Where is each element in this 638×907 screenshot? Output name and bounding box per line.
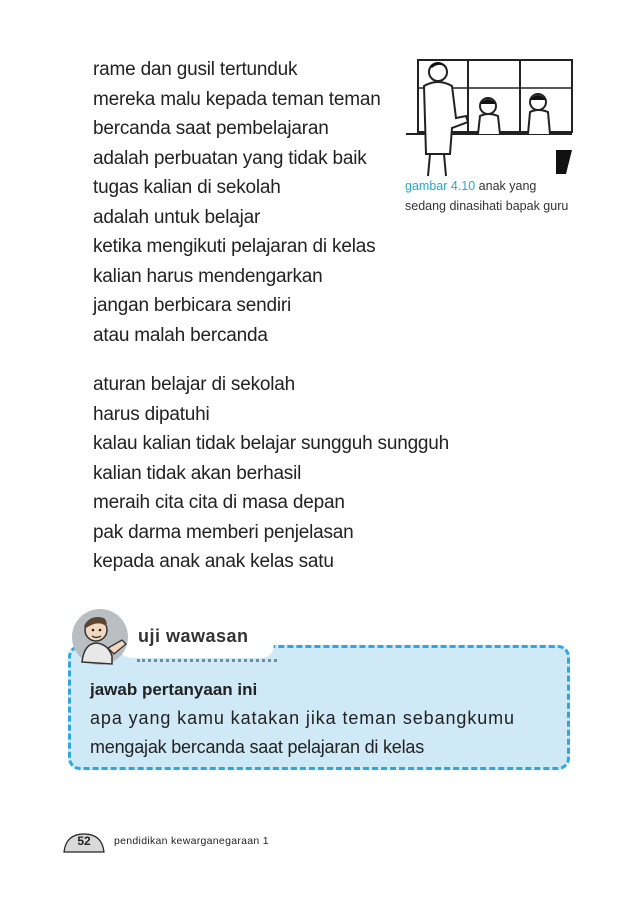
poem-line: atau malah bercanda: [93, 324, 268, 346]
poem-line: kepada anak anak kelas satu: [93, 551, 334, 572]
poem-line: kalian harus mendengarkan: [93, 265, 323, 287]
heading-dotted-underline: [137, 656, 277, 662]
poem-line: jangan berbicara sendiri: [93, 295, 291, 316]
poem-line: pak darma memberi penjelasan: [93, 521, 354, 543]
teacher-advising-student-illustration: [404, 58, 574, 178]
poem-line: mereka malu kepada teman teman: [93, 88, 381, 110]
poem-line: tugas kalian di sekolah: [93, 177, 281, 198]
figure-number: gambar 4.10: [405, 179, 476, 193]
poem-stanza-1: [93, 55, 381, 350]
page-number: 52: [77, 834, 91, 848]
poem-line: kalau kalian tidak belajar sungguh sungguh: [93, 433, 450, 454]
question-line-1: apa yang kamu katakan jika teman sebangkumu: [90, 708, 515, 728]
poem-line: harus dipatuhi: [93, 403, 210, 425]
uji-wawasan-heading: uji wawasan: [138, 626, 249, 646]
poem-line: bercanda saat pembelajaran: [93, 118, 329, 139]
boy-pointing-icon: [70, 606, 130, 668]
poem-line: adalah perbuatan yang tidak baik: [93, 147, 367, 169]
poem-line: kalian tidak akan berhasil: [93, 462, 302, 484]
poem-line: meraih cita cita di masa depan: [93, 492, 345, 513]
poem-line: rame dan gusil tertunduk: [93, 59, 298, 80]
book-title: pendidikan kewarganegaraan 1: [114, 835, 269, 847]
figure-caption-text: anak yang sedang dinasihati bapak guru: [405, 179, 569, 213]
question-line-2: mengajak bercanda saat pelajaran di kelas: [90, 737, 425, 757]
figure-caption: [405, 176, 575, 216]
poem-line: adalah untuk belajar: [93, 206, 261, 228]
poem-line: ketika mengikuti pelajaran di kelas: [93, 236, 376, 257]
poem-line: aturan belajar di sekolah: [93, 374, 296, 395]
question-heading: jawab pertanyaan ini: [90, 680, 258, 699]
poem-stanza-2: [93, 370, 449, 577]
